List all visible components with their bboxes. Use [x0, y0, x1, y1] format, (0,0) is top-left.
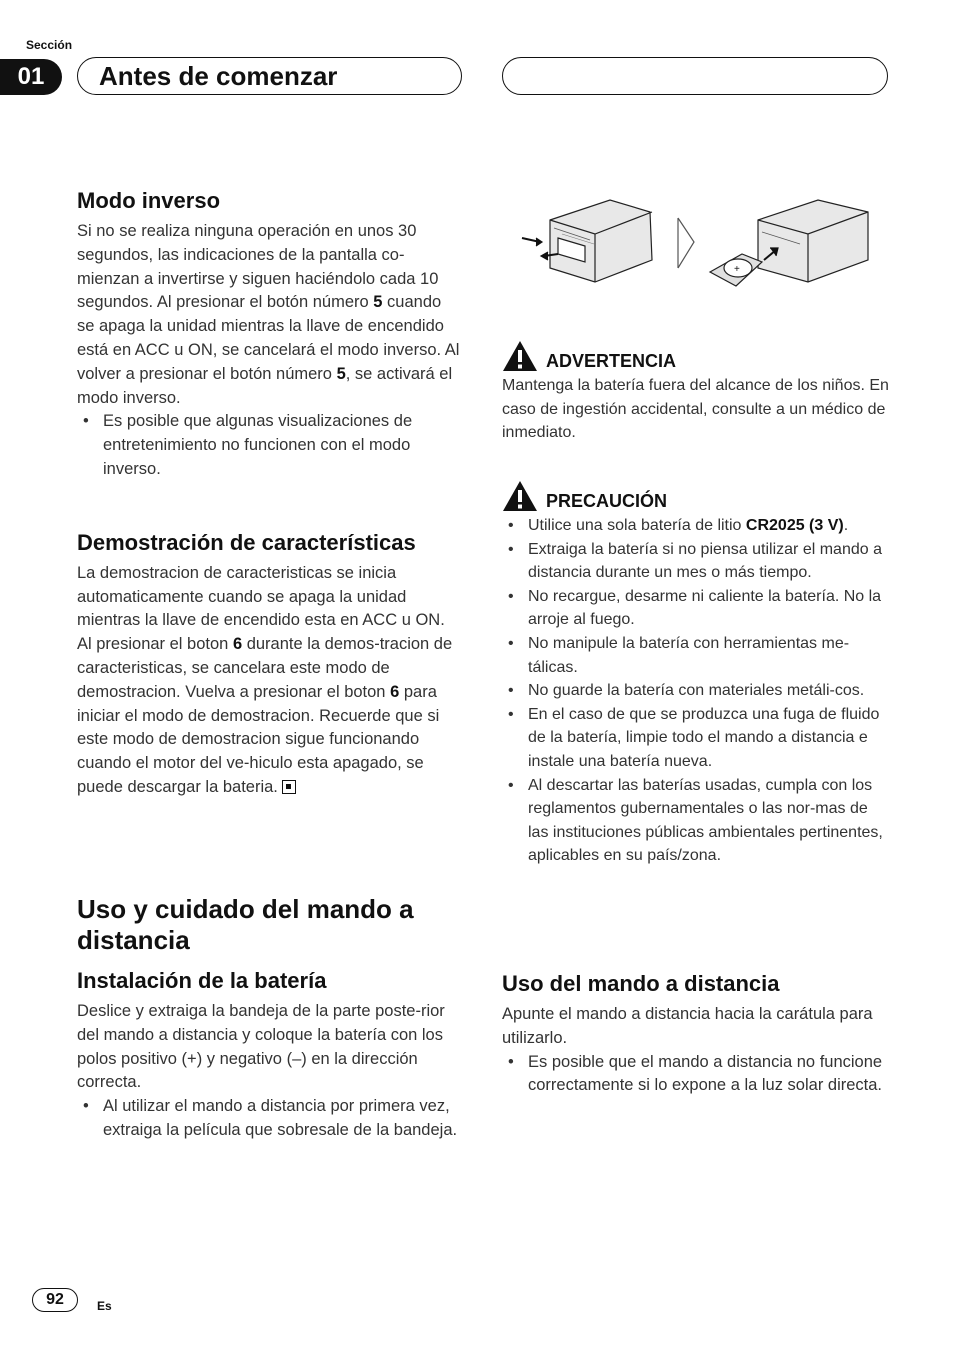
precaucion-block: [502, 480, 892, 868]
list-item: • En el caso de que se produzca una fuga de fluido de la batería, limpie todo el mando a distancia e instale una batería nueva.: [502, 703, 892, 774]
precaucion-heading: PRECAUCIÓN: [546, 491, 668, 511]
heading-demostracion: Demostración de características: [77, 529, 416, 555]
instalacion-text: Deslice y extraiga la bandeja de la parte poste-rior del mando a distancia y coloque la batería con los polos positivo (+) y negativo (–) en la dirección correcta.: [77, 1002, 445, 1092]
heading-uso-mando: Uso del mando a distancia: [502, 971, 780, 996]
list-item: • Utilice una sola batería de litio CR2025 (3 V).: [502, 514, 892, 538]
uso-mando-block: [502, 971, 890, 1098]
left-column: [77, 188, 462, 800]
warning-icon: [502, 340, 538, 372]
end-of-section-icon: [282, 780, 296, 794]
heading-uso-cuidado: Uso y cuidado del mando a distancia: [77, 894, 414, 955]
advertencia-heading: ADVERTENCIA: [546, 351, 677, 371]
list-item: • No recargue, desarme ni caliente la batería. No la arroje al fuego.: [502, 585, 892, 632]
uso-mando-bullets: [502, 1051, 890, 1099]
instalacion-bullets: [77, 1095, 462, 1143]
right-header-frame: [502, 57, 888, 95]
svg-text:+: +: [734, 264, 740, 275]
heading-modo-inverso: Modo inverso: [77, 188, 221, 213]
page-number: 92: [32, 1288, 78, 1312]
list-item: • Extraiga la batería si no piensa utilizar el mando a distancia durante un mes o más tiempo.: [502, 538, 892, 585]
advertencia-header: [502, 340, 892, 372]
warning-icon: [502, 480, 538, 512]
remote-battery-illustration: [510, 190, 880, 300]
advertencia-text: Mantenga la batería fuera del alcance de los niños. En caso de ingestión accidental, consulte a un médico de inmediato.: [502, 377, 889, 442]
list-item: • No manipule la batería con herramientas me-tálicas.: [502, 632, 892, 679]
demostracion-text: La demostracion de caracteristicas se inicia automaticamente cuando se apaga la unidad mientras la llave de encendido esta en ACC u ON. Al presionar el boton 6 durante la demos-tracion de caracteristicas, se cancelara este modo de demostracion. Vuelva a presionar el boton 6 para iniciar el modo de demostracion. Recuerde que si este modo de demostracion sigue funcionando cuando el motor del ve-hiculo esta apagado, se puede descargar la bateria.: [77, 563, 453, 796]
modo-inverso-text: Si no se realiza ninguna operación en unos 30 segundos, las indicaciones de la pantalla co- mienzan a invertirse y siguen haciéndolo cada 10 segundos. Al presionar el botón número 5 cuando se apaga la unidad mientras la llave de encendido está en ACC u ON, se cancelará el modo inverso. Al volver a presionar el botón número 5, se activará el modo inverso.: [77, 222, 460, 407]
section-number-badge: 01: [0, 59, 62, 95]
precaucion-bullets: [502, 514, 892, 868]
list-item: • Es posible que algunas visualizaciones de entretenimiento no funcionen con el modo inverso.: [77, 410, 462, 481]
precaucion-header: [502, 480, 892, 512]
left-column-lower: [77, 894, 462, 1143]
list-item: • Al descartar las baterías usadas, cumpla con los reglamentos gubernamentales o las nor-mas de las instituciones públicas ambientales pertinentes, aplicables en su país/zona.: [502, 774, 892, 868]
list-item: • Al utilizar el mando a distancia por primera vez, extraiga la película que sobresale de la bandeja.: [77, 1095, 462, 1143]
language-label: Es: [97, 1299, 112, 1313]
list-item: • Es posible que el mando a distancia no funcione correctamente si lo expone a la luz solar directa.: [502, 1051, 890, 1099]
heading-instalacion-bateria: Instalación de la batería: [77, 968, 327, 993]
section-label: Sección: [26, 38, 73, 52]
list-item: • No guarde la batería con materiales metáli-cos.: [502, 679, 892, 703]
modo-inverso-bullets: [77, 410, 462, 481]
page-title: Antes de comenzar: [99, 61, 338, 91]
advertencia-block: [502, 340, 892, 445]
uso-mando-text: Apunte el mando a distancia hacia la carátula para utilizarlo.: [502, 1005, 873, 1047]
